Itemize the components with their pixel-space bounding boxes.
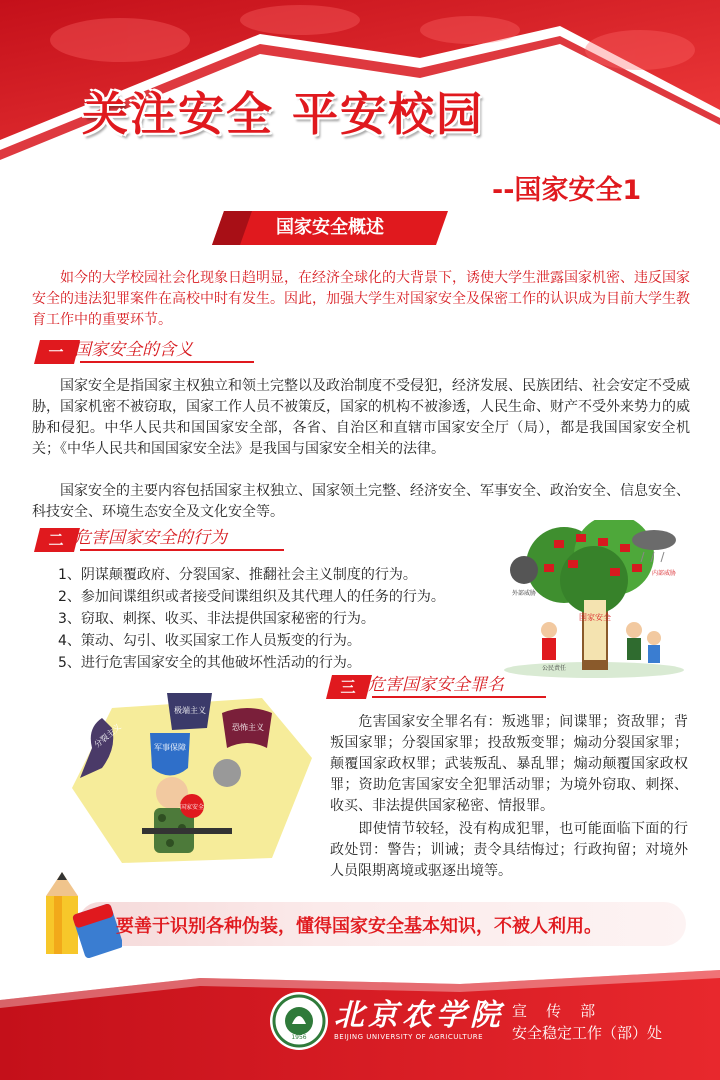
tree-illustration (494, 520, 694, 680)
section3-title: 危害国家安全罪名 (368, 675, 504, 695)
section2-item-1: 1、阴谋颠覆政府、分裂国家、推翻社会主义制度的行为。 (58, 567, 417, 583)
section3-crimes-text: 危害国家安全罪名有：叛逃罪；间谍罪；资敌罪；背叛国家罪；分裂国家罪；投敌叛变罪；煽动分裂国家罪；颠覆国家政权罪；武装叛乱、暴乱罪；煽动颠覆国家政权罪；资助危害国家安全犯罪活动罪；为境外窃取、刺探、收买、非法提供国家秘密、情报罪。 即使情节较轻，没有构成犯罪，也可能面临下面的行政处罚：警告；训诫；责令具结悔过；行政拘留；对境外人员限期离境或驱逐出境等。 (330, 714, 688, 879)
school-name-calligraphy: 北京农学院 (334, 998, 504, 1033)
page-subtitle: --国家安全1 (492, 175, 642, 206)
school-seal-logo (268, 990, 330, 1052)
school-founded-year: 1956 (291, 1034, 307, 1041)
soldier-badge: 国家安全 (179, 804, 205, 811)
section2-item-4: 4、策动、勾引、收买国家工作人员叛变的行为。 (58, 633, 361, 649)
section1-paragraph-2: 国家安全的主要内容包括国家主权独立、国家领土完整、经济安全、军事安全、政治安全、信息安全、科技安全、环境生态安全及文化安全等。 (32, 483, 690, 520)
page-title: 关注安全 平安校园 (82, 87, 485, 141)
section2-title: 危害国家安全的行为 (74, 528, 227, 548)
tree-outer-label: 外部威胁 (511, 590, 537, 597)
overview-banner-title: 国家安全概述 (276, 217, 384, 238)
callout-text: 要善于识别各种伪装，懂得国家安全基本知识，不被人利用。 (116, 916, 602, 937)
pencil-eraser-icon (40, 868, 122, 958)
section3-number: 三 (340, 678, 356, 696)
dept-publicity: 宣 传 部 (512, 1002, 596, 1020)
section2-item-3: 3、窃取、刺探、收买、非法提供国家秘密的行为。 (58, 611, 375, 627)
tree-citizen-label: 公民责任 (541, 665, 567, 672)
section1-paragraph-1: 国家安全是指国家主权独立和领土完整以及政治制度不受侵犯，经济发展、民族团结、社会安定不受威胁，国家机密不被窃取，国家工作人员不被策反，国家的机构不被渗透，人民生命、财产不受外来势力的威胁和侵犯。中华人民共和国国家安全部，各省、自治区和直辖市国家安全厅（局），都是我国国家安全机关；《中华人民共和国国家安全法》是我国与国家安全相关的法律。 (32, 378, 690, 457)
tree-threat-label: 内部威胁 (651, 570, 677, 577)
section2-item-5: 5、进行危害国家安全的其他破坏性活动的行为。 (58, 655, 361, 671)
section2-item-2: 2、参加间谍组织或者接受间谍组织及其代理人的任务的行为。 (58, 589, 445, 605)
shield-label: 军事保障 (154, 743, 186, 752)
dept-security: 安全稳定工作（部）处 (512, 1024, 663, 1042)
flag-label-1: 分裂主义 (92, 722, 123, 750)
section1-title: 国家安全的含义 (74, 340, 193, 360)
section2-number: 二 (48, 531, 64, 549)
flag-label-3: 恐怖主义 (232, 723, 264, 732)
section1-number: 一 (48, 343, 64, 361)
overview-intro: 如今的大学校园社会化现象日趋明显，在经济全球化的大背景下，诱使大学生泄露国家机密、违反国家安全的违法犯罪案件在高校中时有发生。因此，加强大学生对国家安全及保密工作的认识成为目前大学生教育工作中的重要环节。 (32, 270, 690, 328)
flag-label-2: 极端主义 (174, 706, 206, 715)
tree-label: 国家安全 (579, 613, 611, 622)
soldier-illustration (62, 688, 324, 868)
school-name-english: BEIJING UNIVERSITY OF AGRICULTURE (334, 1033, 484, 1041)
